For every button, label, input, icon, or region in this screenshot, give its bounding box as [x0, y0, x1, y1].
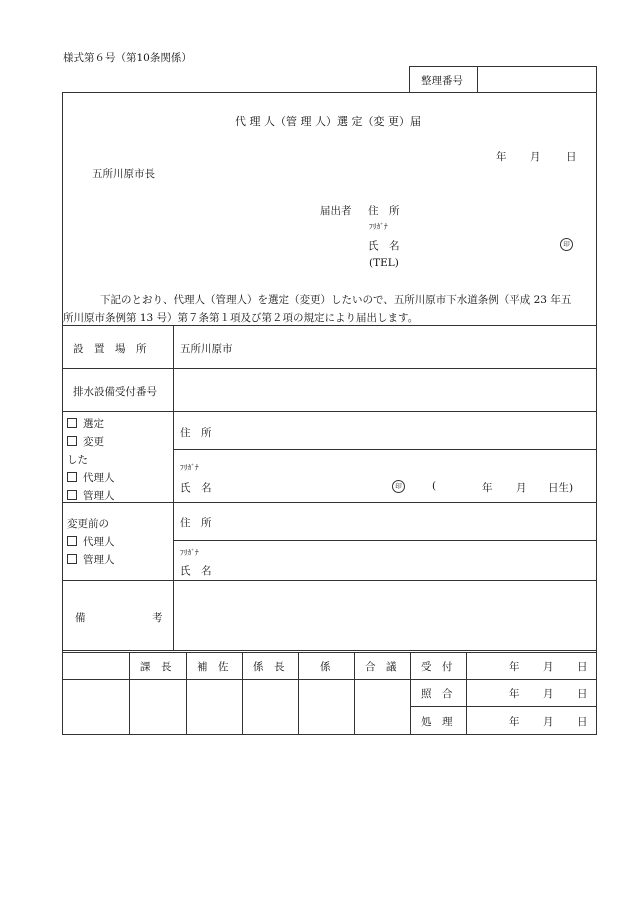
selected-seal-mark: 印 — [392, 480, 405, 493]
checkbox-prev-manager[interactable]: 管理人 — [67, 552, 115, 567]
date-year: 年 — [496, 151, 507, 163]
location-label: 設 置 場 所 — [73, 343, 147, 355]
verification-year: 年 — [509, 688, 520, 700]
receipt-year: 年 — [509, 661, 520, 673]
selected-did-label: した — [67, 454, 88, 466]
drain-number-label: 排水設備受付番号 — [73, 386, 157, 398]
previous-address-label: 住 所 — [180, 517, 212, 529]
receipt-label: 受 付 — [421, 661, 453, 673]
checkbox-icon — [67, 472, 77, 482]
applicant-furigana-label: ﾌﾘｶﾞﾅ — [369, 222, 388, 231]
selected-address-label: 住 所 — [180, 427, 212, 439]
remarks-label-b: 考 — [152, 612, 163, 624]
receipt-month: 月 — [543, 661, 554, 673]
checkbox-icon — [67, 490, 77, 500]
checkbox-select[interactable]: 選定 — [67, 416, 104, 431]
checkbox-agent[interactable]: 代理人 — [67, 470, 115, 485]
verification-day: 日 — [577, 688, 588, 700]
drain-number-field[interactable] — [180, 384, 580, 398]
processing-day: 日 — [577, 716, 588, 728]
birth-day: 日生) — [548, 482, 574, 494]
processing-label: 処 理 — [421, 716, 453, 728]
reference-number-label: 整理番号 — [421, 75, 463, 87]
form-title: 代 理 人（管 理 人）選 定（変 更）届 — [235, 115, 421, 128]
approval-header-consultation: 合 議 — [365, 661, 397, 673]
birth-year: 年 — [482, 482, 493, 494]
checkbox-icon — [67, 554, 77, 564]
form-number: 様式第６号（第10条関係） — [63, 52, 192, 64]
checkbox-manager[interactable]: 管理人 — [67, 488, 115, 503]
form-frame — [62, 92, 597, 735]
reference-number-field[interactable] — [485, 73, 590, 87]
verification-month: 月 — [543, 688, 554, 700]
checkbox-icon — [67, 418, 77, 428]
body-text-line-2: 所川原市条例第 13 号）第７条第１項及び第２項の規定により届出します。 — [63, 312, 419, 324]
date-month: 月 — [530, 151, 541, 163]
processing-month: 月 — [543, 716, 554, 728]
verification-label: 照 合 — [421, 688, 453, 700]
approval-header-unit-chief: 係 長 — [253, 661, 285, 673]
applicant-label: 届出者 — [320, 205, 352, 217]
previous-name-label: 氏 名 — [180, 565, 212, 577]
previous-head-label: 変更前の — [67, 518, 109, 530]
birth-open: ( — [432, 480, 437, 492]
birth-month: 月 — [516, 482, 527, 494]
addressee: 五所川原市長 — [92, 168, 155, 180]
applicant-tel-label: (TEL) — [369, 257, 399, 269]
checkbox-prev-agent[interactable]: 代理人 — [67, 534, 115, 549]
approval-header-section-chief: 課 長 — [140, 661, 172, 673]
selected-name-label: 氏 名 — [180, 482, 212, 494]
remarks-label-a: 備 — [75, 612, 86, 624]
applicant-name-label: 氏 名 — [368, 240, 400, 252]
date-day: 日 — [566, 151, 577, 163]
body-text-line-1: 下記のとおり、代理人（管理人）を選定（変更）したいので、五所川原市下水道条例（平成 23 年五 — [100, 294, 572, 306]
checkbox-icon — [67, 536, 77, 546]
location-value[interactable]: 五所川原市 — [180, 343, 233, 355]
applicant-seal-mark: 印 — [560, 238, 573, 251]
previous-furigana-label: ﾌﾘｶﾞﾅ — [180, 548, 199, 557]
receipt-day: 日 — [577, 661, 588, 673]
selected-furigana-label: ﾌﾘｶﾞﾅ — [180, 463, 199, 472]
checkbox-change[interactable]: 変更 — [67, 434, 104, 449]
checkbox-icon — [67, 436, 77, 446]
approval-header-staff: 係 — [320, 661, 331, 673]
approval-header-assistant: 補 佐 — [197, 661, 229, 673]
processing-year: 年 — [509, 716, 520, 728]
applicant-address-label: 住 所 — [368, 205, 400, 217]
